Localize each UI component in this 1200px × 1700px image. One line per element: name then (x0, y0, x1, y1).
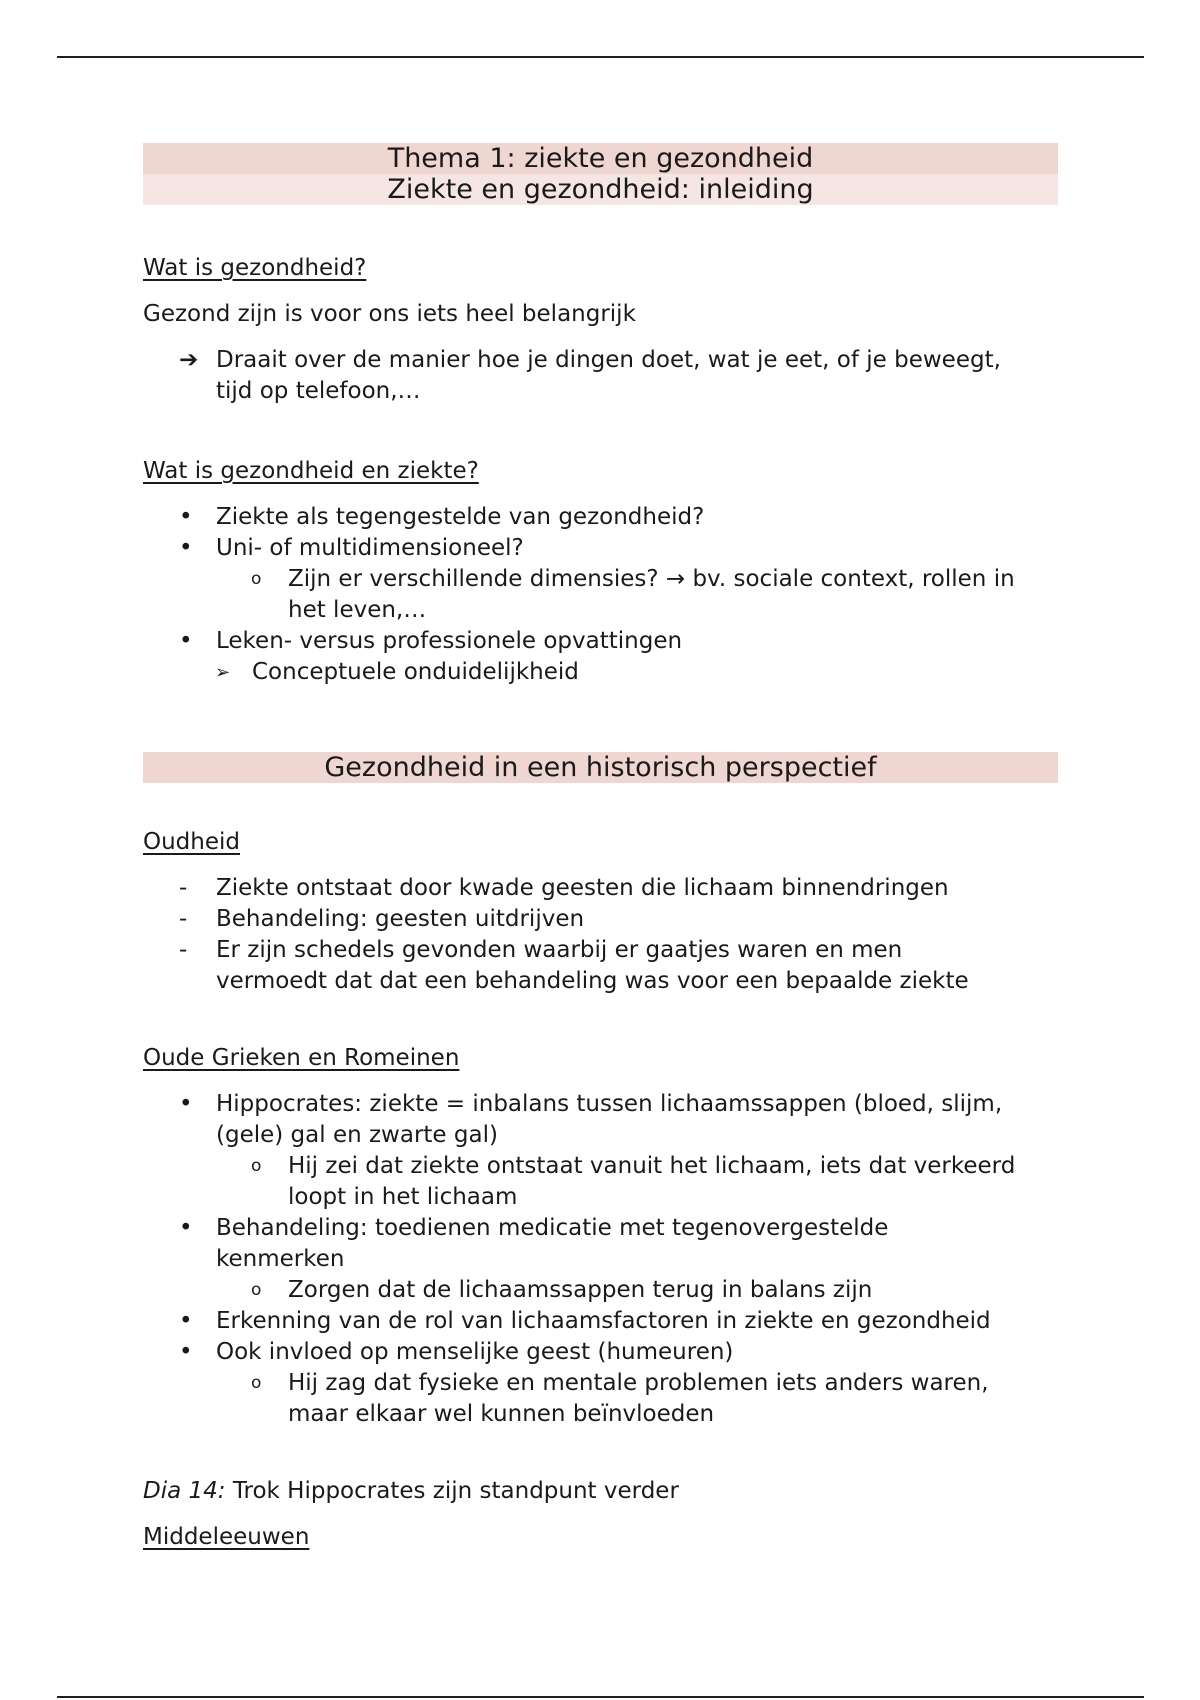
sub-list-item: o Zijn er verschillende dimensies? → bv. sociale context, rollen in (143, 564, 1058, 595)
list-item: • Ziekte als tegengestelde van gezondheid? (143, 502, 1058, 533)
sub-list-item-continued: het leven,… (288, 597, 427, 623)
list-item: - Behandeling: geesten uitdrijven (143, 904, 1058, 935)
sub-list-item: o Hij zag dat fysieke en mentale problemen iets anders waren, (143, 1368, 1058, 1399)
bullet-list-hippocrates (143, 1089, 1058, 1430)
sub-list-item-continued: maar elkaar wel kunnen beïnvloeden (288, 1401, 715, 1427)
sub-list-item: ➢ Conceptuele onduidelijkheid (143, 657, 1058, 688)
arrowhead-bullet-icon: ➢ (215, 662, 231, 683)
heading-middeleeuwen: Middeleeuwen (143, 1524, 310, 1550)
arrow-list (143, 345, 1058, 407)
bullet-icon: • (179, 1308, 193, 1334)
arrow-icon: ➔ (179, 347, 199, 373)
sub-list-item-continued: loopt in het lichaam (288, 1184, 518, 1210)
paragraph-gezond-zijn: Gezond zijn is voor ons iets heel belangrijk (143, 301, 636, 327)
sub-list-item: o Hij zei dat ziekte ontstaat vanuit het lichaam, iets dat verkeerd (143, 1151, 1058, 1182)
list-item: - Ziekte ontstaat door kwade geesten die lichaam binnendringen (143, 873, 1058, 904)
document-body (143, 143, 1058, 1553)
circle-bullet-icon: o (251, 1373, 262, 1393)
list-item: - Er zijn schedels gevonden waarbij er gaatjes waren en men (143, 935, 1058, 966)
list-item: • Behandeling: toedienen medicatie met tegenovergestelde (143, 1213, 1058, 1244)
heading-wat-is-gezondheid: Wat is gezondheid? (143, 255, 367, 281)
document-title: Thema 1: ziekte en gezondheid (143, 143, 1058, 174)
list-item: • Uni- of multidimensioneel? (143, 533, 1058, 564)
bullet-icon: • (179, 1091, 193, 1117)
arrow-item (143, 345, 1058, 376)
bullet-icon: • (179, 628, 193, 654)
bullet-icon: • (179, 504, 193, 530)
list-item-continued: kenmerken (216, 1246, 345, 1272)
heading-gezondheid-en-ziekte: Wat is gezondheid en ziekte? (143, 458, 479, 484)
circle-bullet-icon: o (251, 1280, 262, 1300)
dash-list-oudheid (143, 873, 1058, 997)
bullet-icon: • (179, 1215, 193, 1241)
bullet-list-dimensies (143, 502, 1058, 688)
list-item: • Erkenning van de rol van lichaamsfactoren in ziekte en gezondheid (143, 1306, 1058, 1337)
circle-bullet-icon: o (251, 1156, 262, 1176)
document-subtitle: Ziekte en gezondheid: inleiding (143, 174, 1058, 205)
bullet-icon: • (179, 1339, 193, 1365)
circle-bullet-icon: o (251, 569, 262, 589)
list-item-continued: (gele) gal en zwarte gal) (216, 1122, 498, 1148)
sub-list-item: o Zorgen dat de lichaamssappen terug in balans zijn (143, 1275, 1058, 1306)
list-item: • Ook invloed op menselijke geest (humeuren) (143, 1337, 1058, 1368)
dia-text: Trok Hippocrates zijn standpunt verder (225, 1478, 679, 1504)
arrow-item-continued: tijd op telefoon,… (216, 378, 421, 404)
arrow-item-line: Draait over de manier hoe je dingen doet, wat je eet, of je beweegt, (216, 347, 1001, 373)
dash-icon: - (179, 906, 188, 932)
list-item: • Hippocrates: ziekte = inbalans tussen lichaamssappen (bloed, slijm, (143, 1089, 1058, 1120)
bullet-icon: • (179, 535, 193, 561)
list-item: • Leken- versus professionele opvattingen (143, 626, 1058, 657)
list-item-continued: vermoedt dat dat een behandeling was voor een bepaalde ziekte (216, 968, 969, 994)
heading-oudheid: Oudheid (143, 829, 240, 855)
heading-grieken-romeinen: Oude Grieken en Romeinen (143, 1045, 460, 1071)
dia-label: Dia 14: (143, 1478, 226, 1504)
dash-icon: - (179, 875, 188, 901)
section-title-historisch: Gezondheid in een historisch perspectief (143, 752, 1058, 783)
header-rule (57, 56, 1144, 58)
footer-rule (57, 1696, 1144, 1698)
dash-icon: - (179, 937, 188, 963)
dia-note (143, 1476, 1058, 1507)
